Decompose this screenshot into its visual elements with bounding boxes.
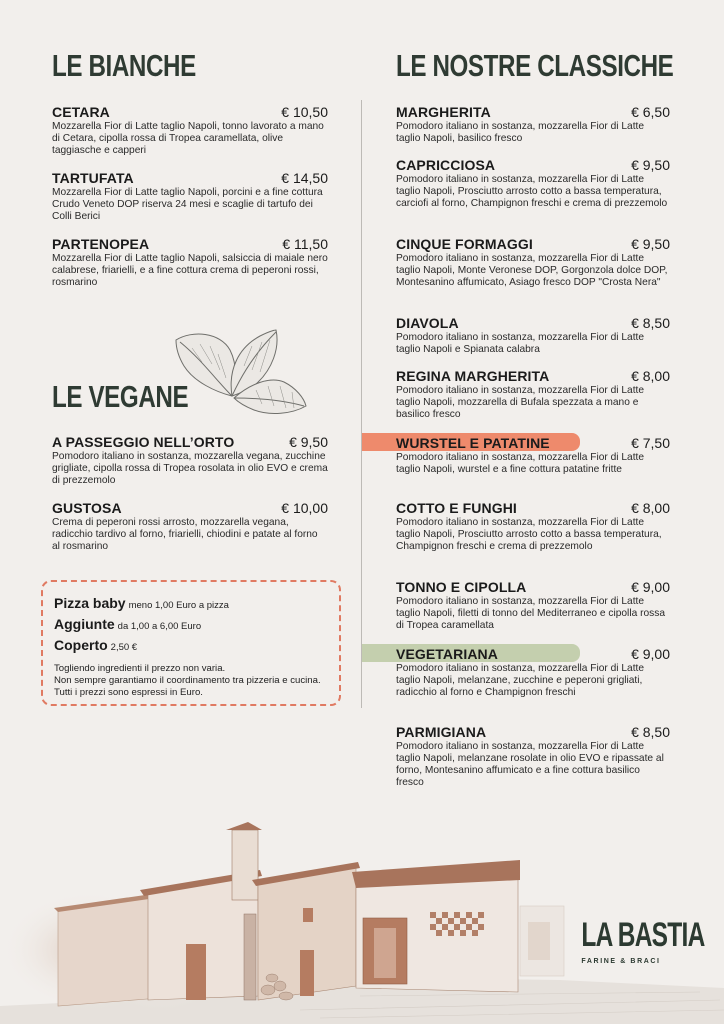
item-price: € 9,50 [289,434,328,450]
menu-item-margherita [396,104,670,145]
item-name: MARGHERITA [396,104,491,120]
info-value: da 1,00 a 6,00 Euro [117,621,202,632]
logo-tagline: FARINE & BRACI [581,958,661,965]
item-description: Pomodoro italiano in sostanza, mozzarella Fior di Latte taglio Napoli, mozzarella di Bufala spezzata a mano e basilico fresco [396,385,645,420]
item-price: € 9,50 [631,157,670,173]
item-price: € 7,50 [631,435,670,451]
info-row-pizza-baby [54,594,327,615]
item-name: GUSTOSA [52,500,122,516]
item-price: € 9,00 [631,579,670,595]
item-description: Mozzarella Fior di Latte taglio Napoli, porcini e a fine cottura Crudo Veneto DOP riserva 24 mesi e scaglie di tartufo dei Colli Berici [52,187,323,222]
menu-item-wurstel-e-patatine [396,435,670,476]
item-name: CETARA [52,104,110,120]
item-description: Pomodoro italiano in sostanza, mozzarella Fior di Latte taglio Napoli, melanzane rosolate in olio EVO e ripassate al forno, Montesanino affumicato e a fine cottura basilico fresco [396,741,664,788]
menu-item-diavola [396,315,670,356]
item-price: € 14,50 [281,170,328,186]
item-description: Pomodoro italiano in sostanza, mozzarella vegana, zucchine grigliate, cipolla rossa di Tropea rosolata in olio EVO e crema di prezzemolo [52,451,328,486]
info-label: Aggiunte [54,616,115,632]
item-name: CAPRICCIOSA [396,157,496,173]
menu-item-cotto-e-funghi [396,500,670,553]
item-price: € 8,50 [631,724,670,740]
menu-item-cetara [52,104,328,157]
info-note: Non sempre garantiamo il coordinamento tra pizzeria e cucina. Tutti i prezzi sono espressi in Euro. [54,675,321,698]
menu-item-partenopea [52,236,328,289]
menu-item-regina-margherita [396,368,670,421]
item-description: Pomodoro italiano in sostanza, mozzarella Fior di Latte taglio Napoli, melanzane, zucchine e peperoni grigliati, radicchio al forno e Champignon freschi [396,663,645,698]
section-title-classiche: LE NOSTRE CLASSICHE [396,48,674,83]
info-label: Pizza baby [54,595,126,611]
item-name: TARTUFATA [52,170,134,186]
item-price: € 9,00 [631,646,670,662]
item-description: Pomodoro italiano in sostanza, mozzarella Fior di Latte taglio Napoli, Prosciutto arrosto cotto a bassa temperatura, carciofi al forno, Champignon freschi e crema di prezzemolo [396,174,668,209]
menu-item-cinque-formaggi [396,236,670,289]
item-description: Pomodoro italiano in sostanza, mozzarella Fior di Latte taglio Napoli, Prosciutto arrosto cotto a bassa temperatura, Champignon freschi e crema di prezzemolo [396,517,662,552]
item-name: PARTENOPEA [52,236,150,252]
item-name: PARMIGIANA [396,724,487,740]
item-description: Pomodoro italiano in sostanza, mozzarella Fior di Latte taglio Napoli, Monte Veronese DOP, Gorgonzola dolce DOP, Montesanino affumicato, Asiago fresco DOP "Crosta Nera" [396,253,668,288]
column-divider [361,100,362,708]
info-note: Togliendo ingredienti il prezzo non varia. [54,663,226,674]
item-description: Mozzarella Fior di Latte taglio Napoli, tonno lavorato a mano di Cetara, cipolla rossa di Tropea caramellata, olive taggiasche e capperi [52,121,324,156]
info-row-aggiunte [54,615,327,636]
item-price: € 11,50 [282,236,328,252]
info-label: Coperto [54,637,108,653]
info-notes [54,663,327,699]
menu-item-vegetariana [396,646,670,699]
info-value: meno 1,00 Euro a pizza [128,600,229,611]
brand-logo [566,916,705,965]
item-price: € 6,50 [631,104,670,120]
item-name: VEGETARIANA [396,646,498,662]
item-name: WURSTEL E PATATINE [396,435,550,451]
item-price: € 8,00 [631,500,670,516]
menu-item-tonno-e-cipolla [396,579,670,632]
item-description: Mozzarella Fior di Latte taglio Napoli, salsiccia di maiale nero calabrese, friarielli, e a fine cottura crema di peperoni rossi, rosmarino [52,253,328,288]
menu-item-parmigiana [396,724,670,789]
item-name: CINQUE FORMAGGI [396,236,533,252]
item-description: Pomodoro italiano in sostanza, mozzarella Fior di Latte taglio Napoli, wurstel e a fine cottura patatine fritte [396,452,645,475]
item-price: € 10,00 [281,500,328,516]
item-name: TONNO E CIPOLLA [396,579,527,595]
item-description: Pomodoro italiano in sostanza, mozzarella Fior di Latte taglio Napoli, filetti di tonno del Mediterraneo e cipolla rossa di Tropea caramellata [396,596,665,631]
info-row-coperto [54,636,327,657]
menu-item-gustosa [52,500,328,553]
item-name: DIAVOLA [396,315,459,331]
section-title-vegane: LE VEGANE [52,379,189,414]
item-price: € 9,50 [631,236,670,252]
info-value: 2,50 € [110,642,138,653]
section-title-bianche: LE BIANCHE [52,48,196,83]
basil-leaves-icon [172,326,308,418]
item-price: € 8,00 [631,368,670,384]
item-price: € 8,50 [631,315,670,331]
menu-item-tartufata [52,170,328,223]
menu-item-capricciosa [396,157,670,210]
item-name: COTTO E FUNGHI [396,500,517,516]
item-description: Crema di peperoni rossi arrosto, mozzarella vegana, radicchio tardivo al forno, friarielli, chiodini e patate al forno al rosmarino [52,517,318,552]
item-description: Pomodoro italiano in sostanza, mozzarella Fior di Latte taglio Napoli, basilico fresco [396,121,645,144]
logo-name: LA BASTIA [581,916,705,954]
item-name: A PASSEGGIO NELL’ORTO [52,434,235,450]
item-name: REGINA MARGHERITA [396,368,550,384]
item-price: € 10,50 [281,104,328,120]
menu-item-a-passeggio-nell-orto [52,434,328,487]
pricing-info-box [41,580,341,706]
item-description: Pomodoro italiano in sostanza, mozzarella Fior di Latte taglio Napoli e Spianata calabra [396,332,645,355]
